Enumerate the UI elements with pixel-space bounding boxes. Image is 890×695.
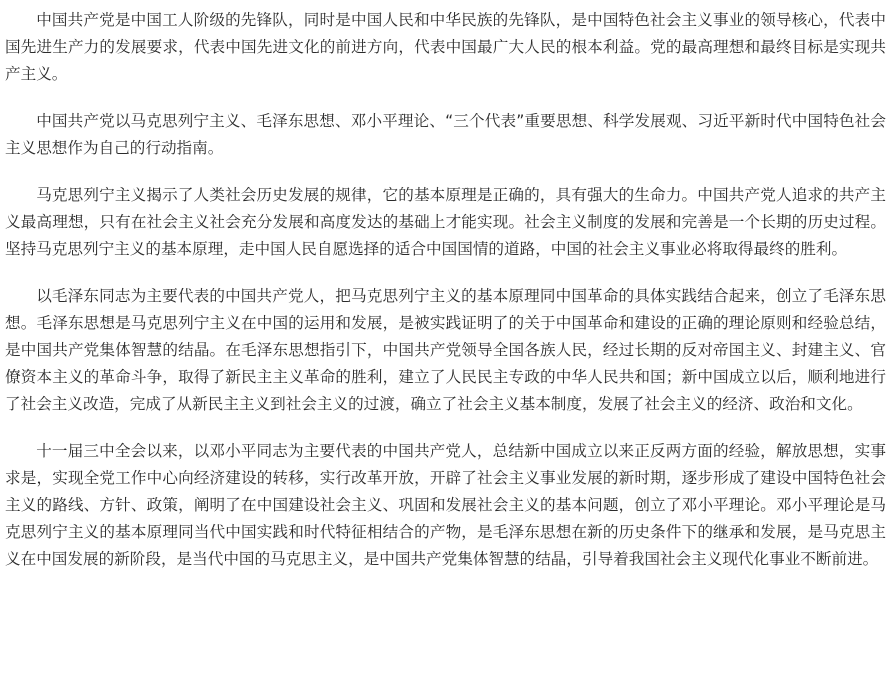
paragraph-2: 中国共产党以马克思列宁主义、毛泽东思想、邓小平理论、“三个代表”重要思想、科学发展观、习近平新时代中国特色社会主义思想作为自己的行动指南。 (5, 112, 886, 157)
paragraph-4: 以毛泽东同志为主要代表的中国共产党人，把马克思列宁主义的基本原理同中国革命的具体实践结合起来，创立了毛泽东思想。毛泽东思想是马克思列宁主义在中国的运用和发展，是被实践证明了的关于中国革命和建设的正确的理论原则和经验总结，是中国共产党集体智慧的结晶。在毛泽东思想指引下，中国共产党领导全国各族人民，经过长期的反对帝国主义、封建主义、官僚资本主义的革命斗争，取得了新民主主义革命的胜利，建立了人民民主专政的中华人民共和国；新中国成立以后，顺利地进行了社会主义改造，完成了从新民主主义到社会主义的过渡，确立了社会主义基本制度，发展了社会主义的经济、政治和文化。 (5, 287, 886, 413)
paragraph-5: 十一届三中全会以来，以邓小平同志为主要代表的中国共产党人，总结新中国成立以来正反两方面的经验，解放思想，实事求是，实现全党工作中心向经济建设的转移，实行改革开放，开辟了社会主义事业发展的新时期，逐步形成了建设中国特色社会主义的路线、方针、政策，阐明了在中国建设社会主义、巩固和发展社会主义的基本问题，创立了邓小平理论。邓小平理论是马克思列宁主义的基本原理同当代中国实践和时代特征相结合的产物，是毛泽东思想在新的历史条件下的继承和发展，是马克思主义在中国发展的新阶段，是当代中国的马克思主义，是中国共产党集体智慧的结晶，引导着我国社会主义现代化事业不断前进。 (5, 442, 886, 568)
paragraph-3: 马克思列宁主义揭示了人类社会历史发展的规律，它的基本原理是正确的，具有强大的生命力。中国共产党人追求的共产主义最高理想，只有在社会主义社会充分发展和高度发达的基础上才能实现。社会主义制度的发展和完善是一个长期的历史过程。坚持马克思列宁主义的基本原理，走中国人民自愿选择的适合中国国情的道路，中国的社会主义事业必将取得最终的胜利。 (5, 186, 886, 258)
paragraph-1: 中国共产党是中国工人阶级的先锋队，同时是中国人民和中华民族的先锋队，是中国特色社会主义事业的领导核心，代表中国先进生产力的发展要求，代表中国先进文化的前进方向，代表中国最广大人民的根本利益。党的最高理想和最终目标是实现共产主义。 (5, 11, 886, 83)
